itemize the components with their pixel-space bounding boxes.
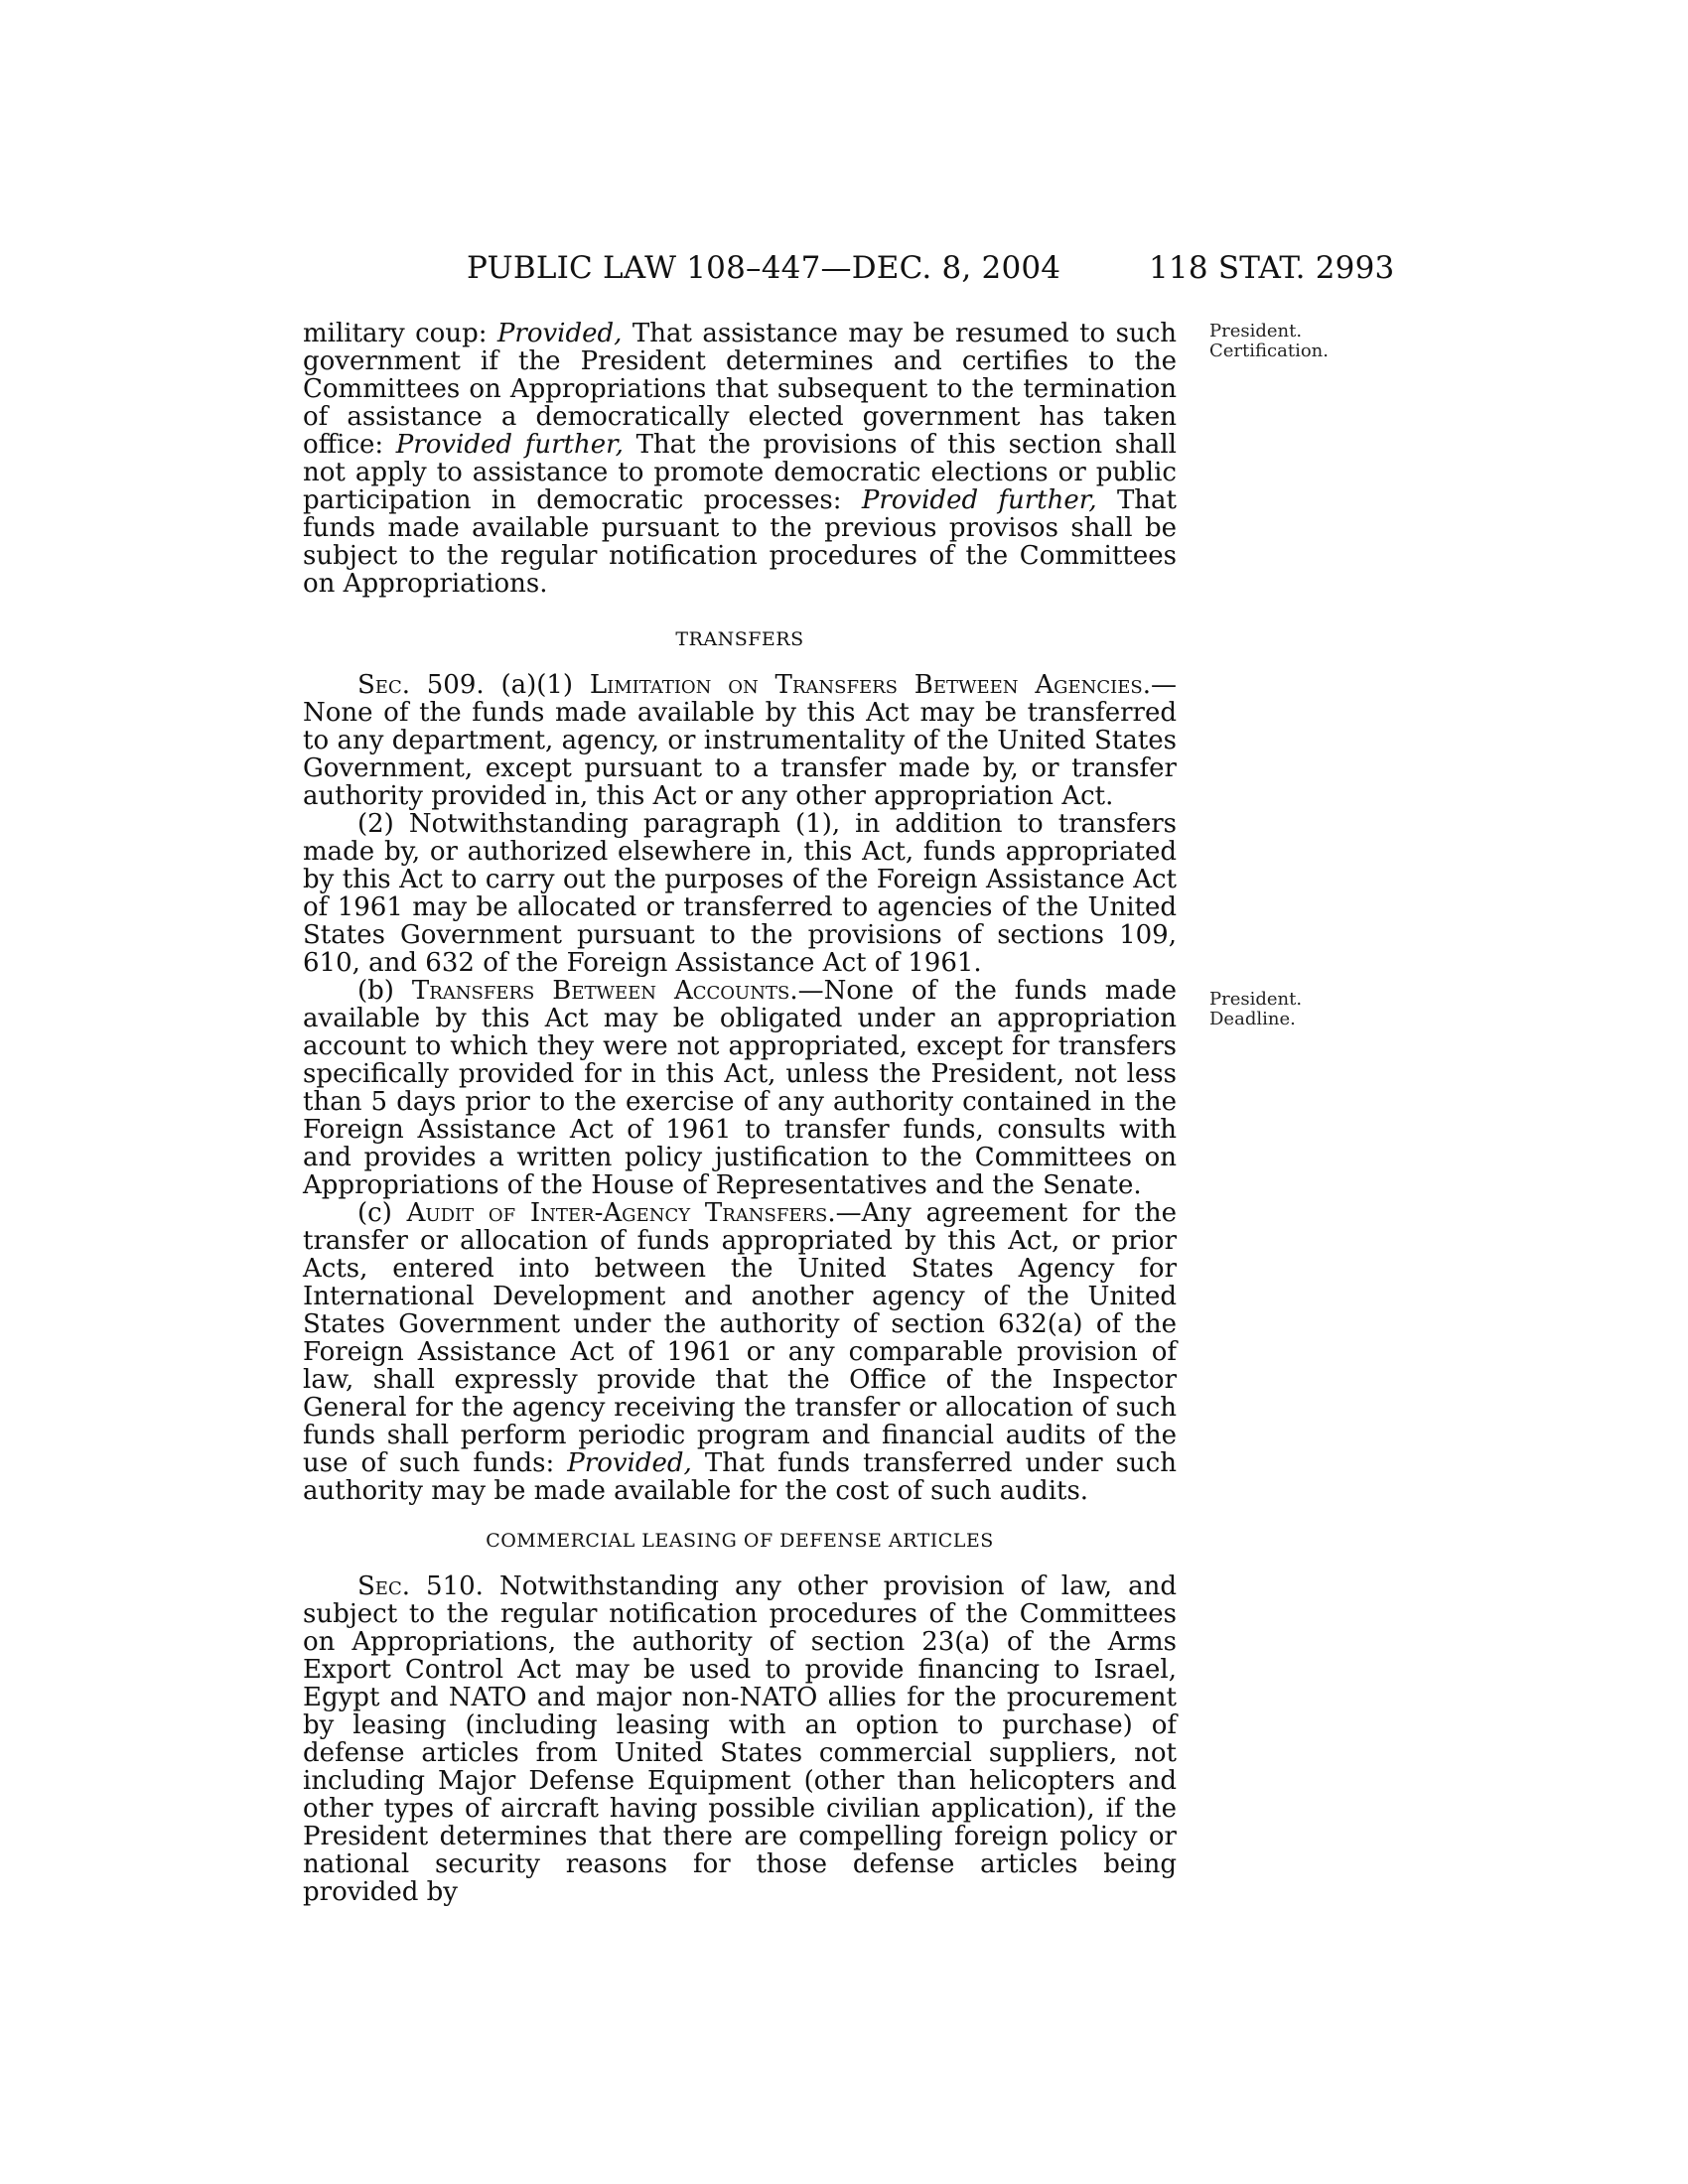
paragraph-continuation: military coup: Provided, That assistance may be resumed to such government if the President determines and certifies to the Committees on Appropriations that subsequent to the termination of assistance a democratically elected government has taken office: Provided further, That the provisions of this section shall not apply to assistance to promote democratic elections or public participation in democratic processes: Provided further, That funds made available pursuant to the previous provisos shall be subject to the regular notification procedures of the Committees on Appropriations.	[303, 319, 1178, 599]
sidenote-line: President.	[1209, 321, 1303, 341]
section-heading-commercial-leasing: COMMERCIAL LEASING OF DEFENSE ARTICLES	[486, 1530, 994, 1552]
sidenote-president-certification	[1209, 322, 1329, 361]
body-text	[303, 320, 1177, 1906]
sidenote-president-deadline	[1209, 990, 1302, 1029]
sec-509-b: (b) Transfers Between Accounts.—None of the funds made available by this Act may be obligated under an appropriation account to which they were not appropriated, except for transfers specifically provided for in this Act, unless the President, not less than 5 days prior to the exercise of any authority contained in the Foreign Assistance Act of 1961 to transfer funds, consults with and provides a written policy justification to the Committees on Appropriations of the House of Representatives and the Senate.	[303, 976, 1177, 1200]
sec-509-c: (c) Audit of Inter-Agency Transfers.—Any agreement for the transfer or allocation of funds appropriated by this Act, or prior Acts, entered into between the United States Agency for International Development and another agency of the United States Government under the authority of section 632(a) of the Foreign Assistance Act of 1961 or any comparable provision of law, shall expressly provide that the Office of the Inspector General for the agency receiving the transfer or allocation of such funds shall perform periodic program and financial audits of the use of such funds: Provided, That funds transferred under such authority may be made available for the cost of such audits.	[303, 1198, 1177, 1506]
sidenote-line: Certification.	[1209, 341, 1329, 361]
sec-509-a2: (2) Notwithstanding paragraph (1), in addition to transfers made by, or authorized elsewhere in, this Act, funds appropriated by this Act to carry out the purposes of the Foreign Assistance Act of 1961 may be allocated or transferred to agencies of the United States Government pursuant to the provisions of sections 109, 610, and 632 of the Foreign Assistance Act of 1961.	[303, 809, 1177, 978]
sidenote-line: President.	[1209, 989, 1303, 1010]
sec-509-a1: Sec. 509. (a)(1) Limitation on Transfers Between Agencies.—None of the funds made available by this Act may be transferred to any department, agency, or instrumentality of the United States Government, except pursuant to a transfer made by, or transfer authority provided in, this Act or any other appropriation Act.	[303, 670, 1177, 811]
statute-page-number: 118 STAT. 2993	[1149, 250, 1395, 286]
sec-510: Sec. 510. Notwithstanding any other provision of law, and subject to the regular notification procedures of the Committees on Appropriations, the authority of section 23(a) of the Arms Export Control Act may be used to provide financing to Israel, Egypt and NATO and major non-NATO allies for the procurement by leasing (including leasing with an option to purchase) of defense articles from United States commercial suppliers, not including Major Defense Equipment (other than helicopters and other types of aircraft having possible civilian application), if the President determines that there are compelling foreign policy or national security reasons for those defense articles being provided by	[303, 1571, 1177, 1907]
section-heading-transfers: TRANSFERS	[675, 628, 804, 650]
running-header-title: PUBLIC LAW 108–447—DEC. 8, 2004	[467, 250, 1061, 286]
sidenote-line: Deadline.	[1209, 1009, 1296, 1029]
